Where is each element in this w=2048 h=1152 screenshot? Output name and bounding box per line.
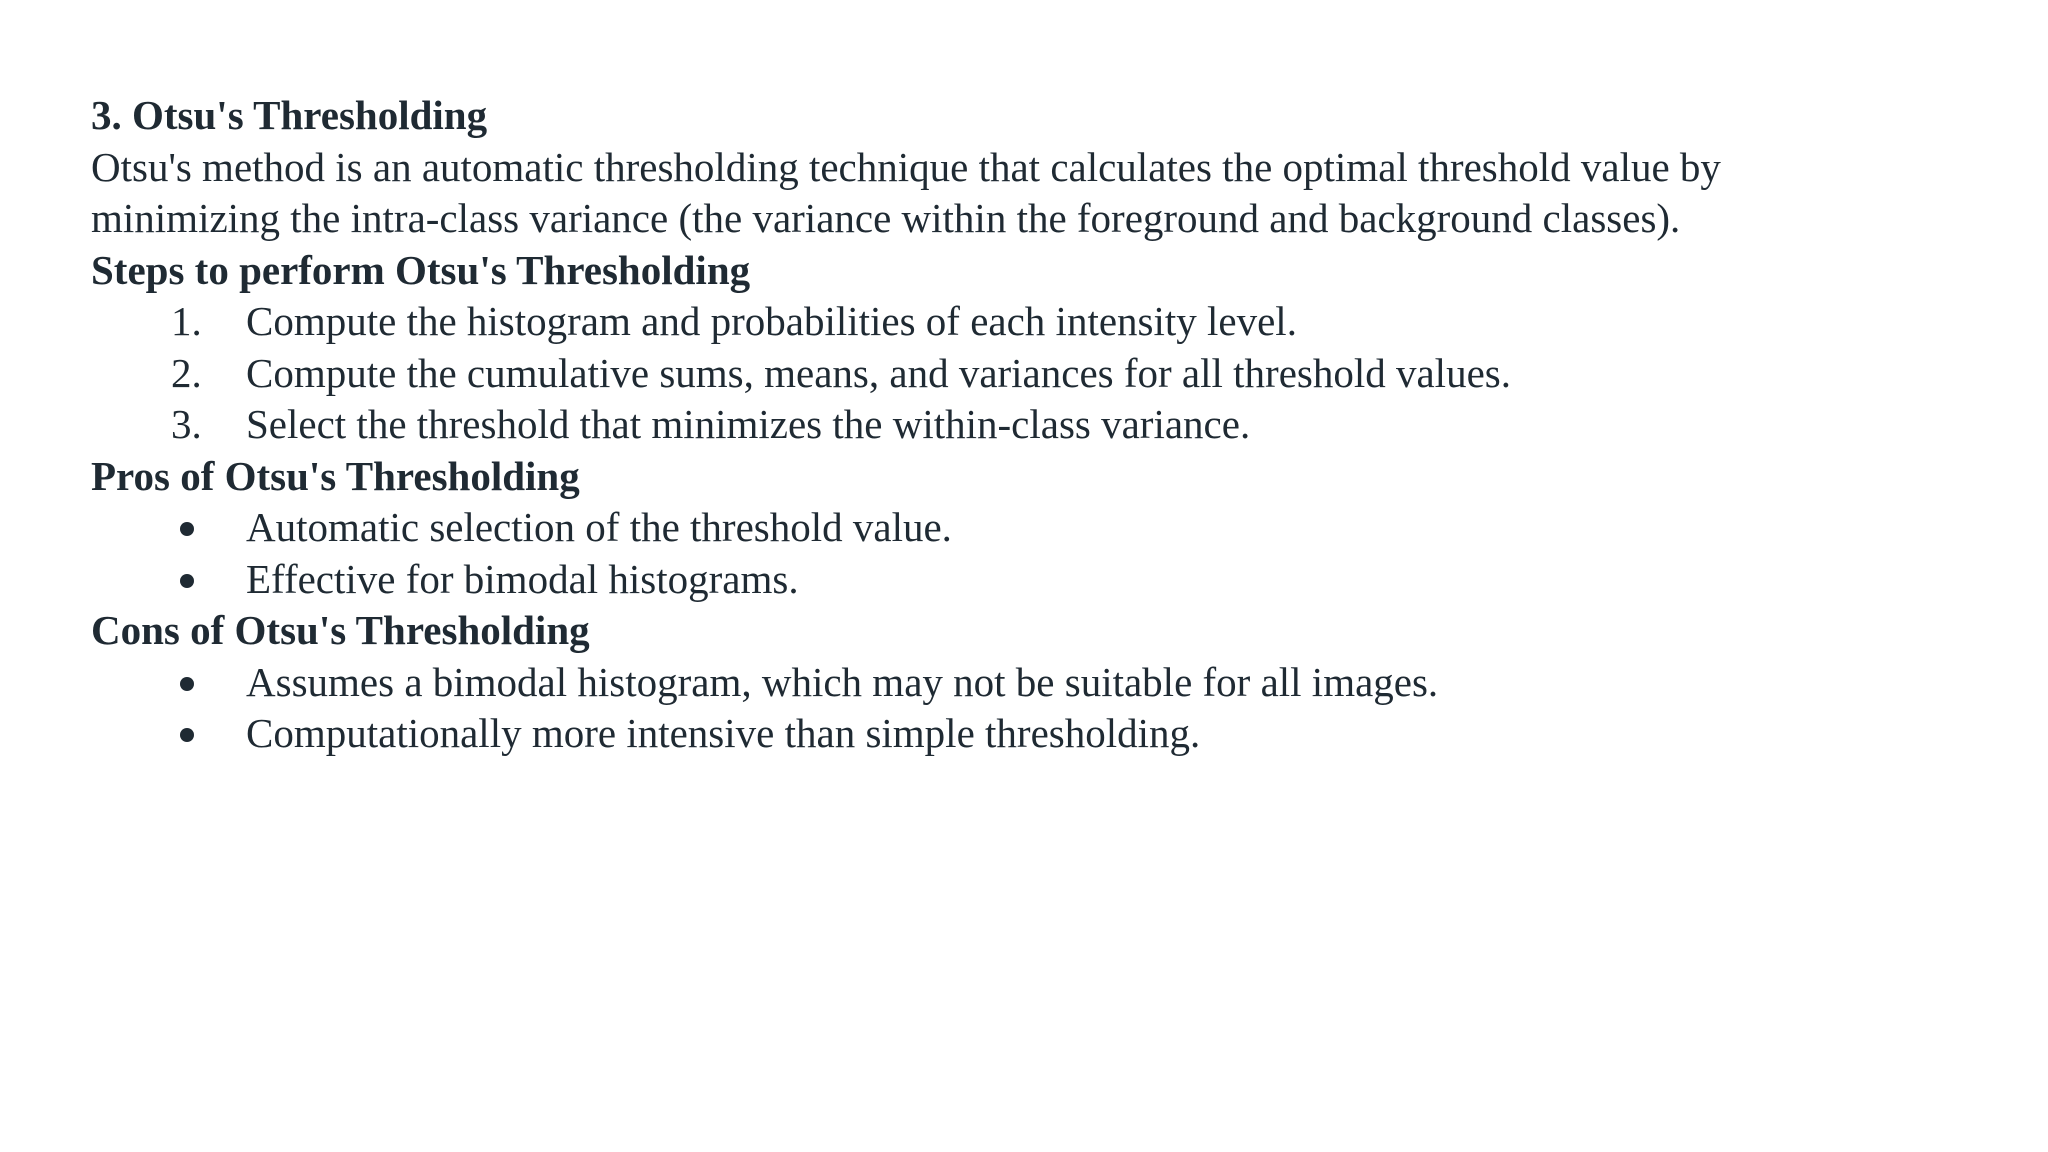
list-item-text: Select the threshold that minimizes the within-class variance.	[246, 401, 1251, 447]
list-item	[91, 502, 1991, 554]
list-item	[91, 348, 1991, 400]
bullet-icon	[180, 522, 194, 536]
intro-line-1: Otsu's method is an automatic thresholding technique that calculates the optimal threshold value by	[91, 143, 1721, 190]
bullet-icon	[180, 677, 194, 691]
section-title: 3. Otsu's Thresholding	[91, 92, 488, 138]
slide-content	[91, 90, 1991, 760]
bullet-icon	[180, 574, 194, 588]
list-item	[91, 554, 1991, 606]
pros-heading: Pros of Otsu's Thresholding	[91, 452, 580, 499]
list-number: 1.	[171, 298, 202, 344]
list-item-text: Automatic selection of the threshold value.	[246, 504, 952, 550]
bullet-icon	[180, 728, 194, 742]
cons-list	[91, 657, 1991, 760]
list-item-text: Compute the histogram and probabilities of each intensity level.	[246, 298, 1297, 344]
list-item	[91, 399, 1991, 451]
cons-heading: Cons of Otsu's Thresholding	[91, 607, 590, 653]
list-number: 2.	[171, 349, 202, 396]
pros-list	[91, 502, 1991, 605]
steps-list	[91, 296, 1991, 451]
list-item-text: Compute the cumulative sums, means, and variances for all threshold values.	[246, 349, 1511, 396]
list-item-text: Computationally more intensive than simple thresholding.	[246, 710, 1201, 756]
intro-line-2: minimizing the intra-class variance (the variance within the foreground and background classes).	[91, 195, 1681, 241]
list-item	[91, 296, 1991, 348]
list-item	[91, 708, 1991, 760]
list-number: 3.	[171, 401, 202, 447]
list-item-text: Effective for bimodal histograms.	[246, 555, 799, 602]
steps-heading: Steps to perform Otsu's Thresholding	[91, 246, 751, 293]
list-item-text: Assumes a bimodal histogram, which may not be suitable for all images.	[246, 658, 1439, 705]
list-item	[91, 657, 1991, 709]
